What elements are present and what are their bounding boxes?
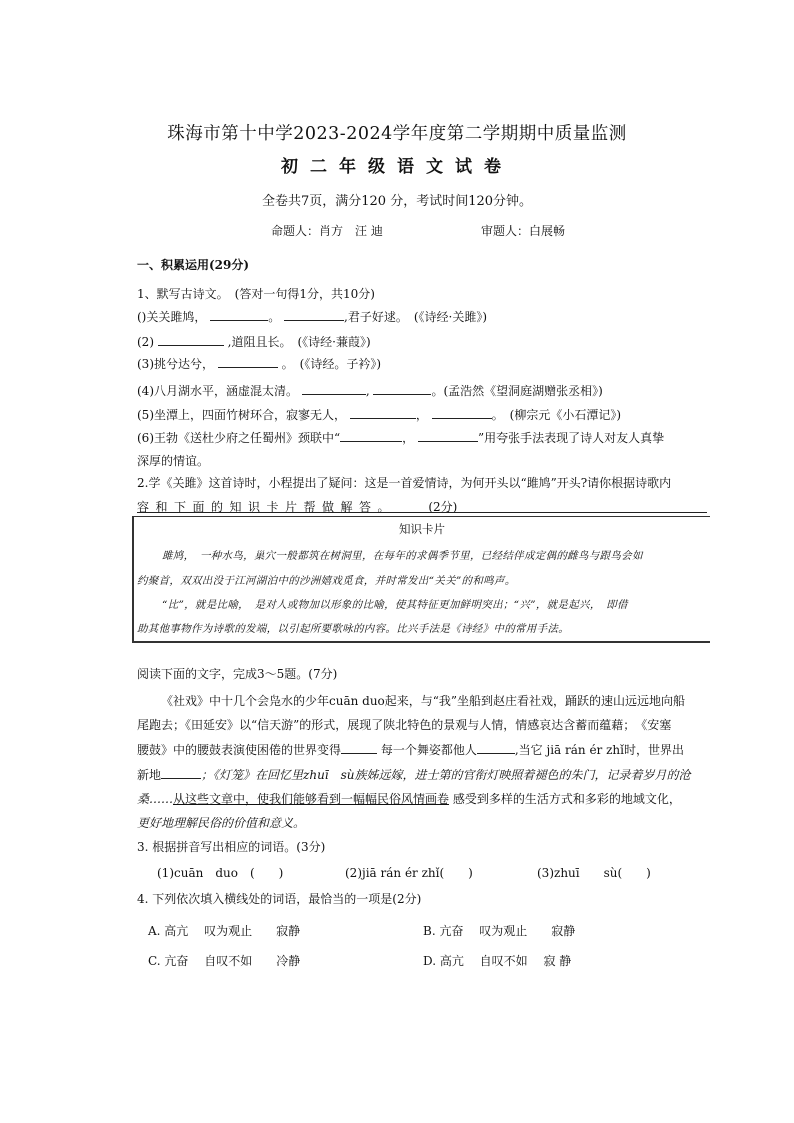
q1-item-4-text-b: , <box>365 384 370 398</box>
reading-p-line5-text-c: 感受到多样的生活方式和多彩的地域文化， <box>452 792 681 806</box>
q1-item-6-text-c: ”用夸张手法表现了诗人对友人真挚 <box>477 431 665 445</box>
answer-blank[interactable] <box>341 741 377 754</box>
answer-blank[interactable] <box>210 308 268 321</box>
q1-item-1 <box>137 308 487 325</box>
q1-item-5 <box>137 406 621 423</box>
answer-blank[interactable] <box>432 406 492 419</box>
reading-p-line3-text-b: 每一个舞姿都他人 <box>380 743 477 757</box>
answer-blank[interactable] <box>161 766 201 779</box>
reading-p-line4-text-b: ；《灯笼》在回忆里zhuī sù族姊远嫁，进士第的官衔灯映照着褪色的朱门，记录着岁月的沧 <box>201 768 691 782</box>
reading-p-line4 <box>137 766 691 783</box>
q3-item-2: (2)jiā rán ér zhǐ( ) <box>345 866 473 880</box>
knowledge-card-p2-line1: “比”，就是比喻， 是对人或物加以形象的比喻，使其特征更加鲜明突出；“兴”，就是起兴， 即借 <box>162 599 628 611</box>
reading-p-line3-text-a: 腰鼓》中的腰鼓表演使困倦的世界变得 <box>137 743 342 757</box>
q1-item-6-cont: 深厚的情谊。 <box>137 454 210 468</box>
reading-p-line5-text-a: 桑…… <box>137 792 174 806</box>
q3-item-1: (1)cuān duo ( ) <box>157 866 284 880</box>
reading-p-line6: 更好地理解民俗的价值和意义。 <box>137 816 306 830</box>
answer-blank[interactable] <box>158 333 224 346</box>
knowledge-card-p1-line1: 雎鸠， 一种水鸟，巢穴一般都筑在树洞里，在每年的求偶季节里，已经结伴成定偶的雌鸟与跟鸟会如 <box>162 550 643 562</box>
q1-item-6-text-a: (6)王勃《送杜少府之任蜀州》颈联中“ <box>137 431 341 445</box>
reading-p-line1: 《社戏》中十几个会凫水的少年cuān duo起来，与“我”坐船到赵庄看社戏，踊跃的速山远远地向船 <box>161 694 686 708</box>
q3-item-3: (3)zhuī sù( ) <box>537 866 651 880</box>
option-b[interactable]: B. 亢奋 叹为观止 寂静 <box>423 924 576 938</box>
q1-item-5-text-b: ， <box>415 408 428 422</box>
q1-item-1-text-c: ,君子好逑。 (《诗经·关雎》) <box>344 310 488 324</box>
reading-p-line5 <box>137 790 681 807</box>
q1-item-5-text-a: (5)坐潭上，四面竹树环合，寂寥无人， <box>137 408 346 422</box>
reading-p-line2: 尾跑去；《田延安》以“信天游”的形式，展现了陕北特色的景观与人情，情感哀达含蓄而蕴藉； 《安塞 <box>137 718 672 732</box>
q1-item-5-text-c: 。 (柳宗元《小石潭记》) <box>491 408 622 422</box>
q1-item-2-text-b: ,道阻且长。 (《诗经·蒹葭》) <box>227 335 371 349</box>
knowledge-card-p1-line2: 约聚首，双双出没于江河湖泊中的沙洲嬉戏觅食，并时常发出“关关”的和鸣声。 <box>137 575 516 587</box>
q1-item-4-text-a: (4)八月湖水平，涵虚混太清。 <box>137 384 298 398</box>
exam-info: 全卷共7页，满分120 分，考试时间120分钟。 <box>261 194 533 209</box>
reading-underlined-sentence: 从这些文章中，使我们能够看到一幅幅民俗风情画卷 <box>173 792 450 806</box>
answer-blank[interactable] <box>373 382 431 395</box>
reading-p-line4-text-a: 新地 <box>137 768 162 782</box>
reading-p-line3 <box>137 741 684 758</box>
authors: 命题人：肖方 汪 迪 <box>271 224 383 238</box>
option-c[interactable]: C. 亢奋 自叹不如 冷静 <box>148 954 301 968</box>
answer-blank[interactable] <box>218 355 278 368</box>
exam-title: 初二年级语文试卷 <box>281 157 513 177</box>
q1-item-4-text-c: 。(孟浩然《望洞庭湖赠张丞相》) <box>431 384 603 398</box>
school-title: 珠海市第十中学2023-2024学年度第二学期期中质量监测 <box>167 124 627 144</box>
answer-blank[interactable] <box>350 406 416 419</box>
q1-item-2 <box>137 333 371 350</box>
q2-answer-line[interactable] <box>137 512 707 513</box>
option-d[interactable]: D. 高亢 自叹不如 寂 静 <box>423 954 572 968</box>
q1-item-4 <box>137 382 603 399</box>
q1-item-1-text-a: ()关关雎鸠， <box>137 310 207 324</box>
q2-score: (2分) <box>428 500 458 514</box>
q2-line-2-text: 容和下面的知识卡片帮做解答。 <box>137 500 397 514</box>
answer-blank[interactable] <box>418 429 478 442</box>
knowledge-card-p2-line2: 助其他事物作为诗歌的发端，以引起所要歌咏的内容。比兴手法是《诗经》中的常用手法。 <box>137 623 569 635</box>
q1-stem: 1、默写古诗文。 (答对一句得1分，共10分) <box>137 287 375 301</box>
q1-item-2-text-a: (2) <box>137 335 154 349</box>
reading-intro: 阅读下面的文字，完成3～5题。(7分) <box>137 667 338 681</box>
q1-item-3-text-a: (3)挑兮达兮， <box>137 357 214 371</box>
q1-item-6-text-b: ， <box>402 431 415 445</box>
q4-stem: 4. 下列依次填入横线处的词语，最恰当的一项是(2分) <box>137 892 422 906</box>
q1-item-3-text-b: 。 (《诗经。子衿》) <box>281 357 382 371</box>
answer-blank[interactable] <box>302 382 366 395</box>
answer-blank[interactable] <box>477 741 515 754</box>
reviewer: 审题人：白展畅 <box>481 224 566 238</box>
knowledge-card-title: 知识卡片 <box>399 522 445 536</box>
q1-item-6 <box>137 429 664 446</box>
section-heading: 一、积累运用(29分) <box>137 258 250 272</box>
knowledge-card <box>132 516 710 643</box>
q1-item-3 <box>137 355 381 372</box>
answer-blank[interactable] <box>340 429 402 442</box>
q2-line-1: 2.学《关雎》这首诗时，小程提出了疑问：这是一首爱情诗，为何开头以“雎鸠”开头?请你根据诗歌内 <box>137 476 672 490</box>
reading-p-line3-text-c: ,当它 jiā rán ér zhǐ时，世界出 <box>514 743 684 757</box>
q1-item-1-text-b: 。 <box>268 310 281 324</box>
q3-stem: 3. 根据拼音写出相应的词语。(3分) <box>137 840 326 854</box>
option-a[interactable]: A. 高亢 叹为观止 寂静 <box>148 924 301 938</box>
answer-blank[interactable] <box>284 308 344 321</box>
